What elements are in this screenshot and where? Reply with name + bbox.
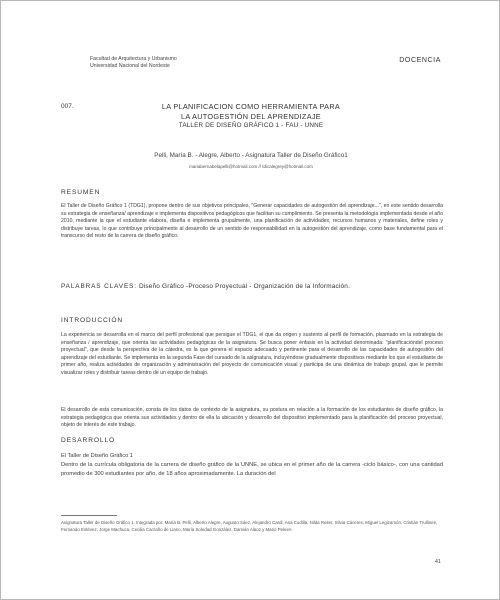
footnote-rule — [61, 515, 117, 516]
desarrollo-text: Dentro de la currícula obligatoria de la carrera de diseño gráfico de la UNNE, se ubica en el primer año de la carrera -ciclo básico-, con una cantidad promedio de 300 estudiantes por año, de 18 años aproximadamente. La duración del — [61, 462, 443, 477]
keywords-text: Diseño Gráfico -Proceso Proyectual - Organización de la Información. — [138, 283, 351, 290]
keywords-line — [61, 283, 443, 290]
paper-title-line-2: LA AUTOGESTIÓN DEL APRENDIZAJE — [181, 111, 321, 121]
section-label: DOCENCIA — [399, 57, 441, 64]
faculty-name: Facultad de Arquitectura y Urbanismo — [90, 56, 177, 62]
institution-header — [90, 56, 177, 70]
page-number: 41 — [434, 559, 441, 565]
introduccion-paragraph-1: La experiencia se desarrolla en el marco del perfil profesional que persigue el TDG1, el que da origen y sustento al perfil de formación, plasmado en la estrategia de enseñanza / aprendizaje, que orienta las actividades pedagógicas de la asignatura. Se busca poner énfasis en la actividad denominada: "planificacióndel proceso proyectual", que desde la perspectiva de la cátedra, es la que genera el espacio adecuado y pertinente para el desarrollo de las capacidades de autogestión del aprendizaje del estudiante. Se implementa en la segunda Fase del cursado de la asignatura, incluyéndose gradualmente dispositivos mediante los que el estudiante de primer año, realiza actividades de organización y administración del proyecto de comunicación visual y participa de una dinámica de trabajo grupal, que le permite visualizar roles y distribuir tareas dentro de un equipo de trabajo. — [61, 332, 443, 376]
paper-authors: Pelli, María B. - Alegre, Alberto - Asignatura Taller de Diseño Gráfico1 — [154, 152, 348, 159]
resumen-heading: RESUMEN — [61, 189, 101, 196]
introduccion-heading: INTRODUCCIÓN — [61, 317, 124, 324]
university-name: Universidad Nacional del Nordeste — [90, 63, 170, 69]
author-emails: mariabernabelapelli@hotmail.com // tdicalegrey@hotmail.com — [189, 164, 313, 169]
paper-title-block — [101, 102, 401, 130]
paper-number: 007. — [61, 103, 74, 110]
resumen-text: El Taller de Diseño Gráfico 1 (TDG1), propone dentro de sus objetivos principales, "Generar capacidades de autogestión del aprendizaje...", en este sentido desarrolla su estrategia de enseñanza/ aprendizaje e implementa dispositivos pedagógicos que facilitan su cumplimiento. Se presenta la metodología implementada desde el año 2010, mediante la que el estudiante elabora, diseña e implementa grupalmente, una planificación de actividades, recursos humanos y materiales, define roles y distribuye tareas, lo que contribuye principalmente al desarrollo de un sentido de responsabilidad en la autogestión del aprendizaje, como base fundamental para el transcurso del resto de la carrera de diseño gráfico. — [61, 203, 443, 240]
paper-subtitle: TALLER DE DISEÑO GRÁFICO 1 - FAU - UNNE — [178, 122, 324, 129]
introduccion-paragraph-2: El desarrollo de esta comunicación, consta de los datos de contexto de la asignatura, su postura en relación a la formación de los estudiantes de diseño gráfico, la estrategia pedagógica que orienta sus actividades y dentro de ella la ubicación y desarrollo del dispositivo implementado para la planificación del proceso proyectual, objeto de interés de este trabajo. — [61, 407, 443, 429]
desarrollo-heading: DESARROLLO — [61, 437, 116, 444]
paper-title-line-1: LA PLANIFICACION COMO HERRAMIENTA PARA — [161, 102, 341, 111]
desarrollo-subheading: El Taller de Diseño Gráfico 1 — [61, 453, 133, 459]
keywords-label: PALABRAS CLAVES: — [61, 283, 137, 290]
footnote: Asignatura Taller de Diseño Gráfico 1. Integrada por: María B. Pelli, Alberto Alegre, Augusto Sáez, Alejandro Cardi, Ana Cudilla, Nilda Reiter, Silvia Cáceres, Miguel Legizamón, Cristián Trullinee, Fernando Estévez, Jorge Machuca, Cecilia Carzaño de Liano, María Soledad González, Damián Alaoz y Mario Peleen. — [61, 520, 438, 532]
